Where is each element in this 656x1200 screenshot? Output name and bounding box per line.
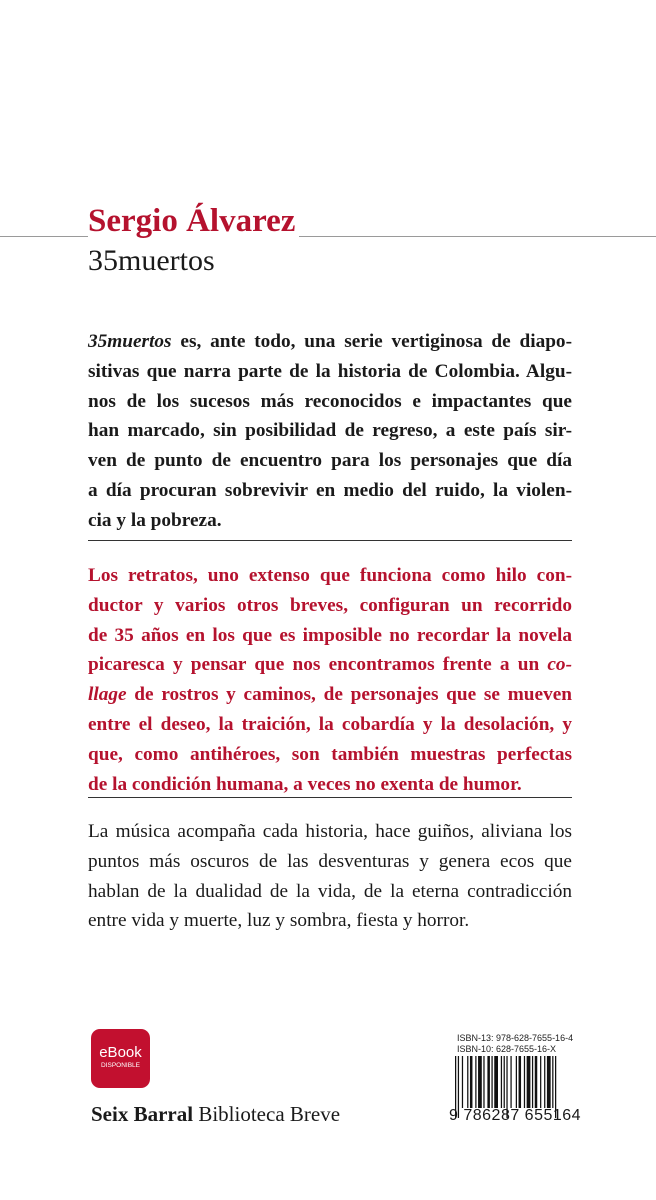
text-line [88, 591, 572, 621]
text-line [88, 906, 572, 936]
text-line [88, 476, 572, 506]
imprint [91, 1102, 340, 1127]
text-segment: entre vida y muerte, luz y sombra, fiesta y horror. [88, 910, 470, 932]
text-line [88, 387, 572, 417]
ebook-sub: DISPONIBLE [100, 1062, 140, 1069]
text-line [88, 680, 572, 710]
collection: Biblioteca Breve [198, 1102, 341, 1126]
barcode-bar [527, 1056, 531, 1108]
barcode-bar [470, 1056, 473, 1108]
author-name: Sergio Álvarez [88, 203, 299, 240]
text-line [88, 817, 572, 847]
ebook-badge [91, 1029, 150, 1088]
barcode-bar [483, 1056, 484, 1108]
italic-text: llage [88, 684, 127, 706]
text-segment: de la condición humana, a veces no exenta de humor. [88, 773, 522, 795]
text-segment: han marcado, sin posibilidad de regreso, a este país sir- [88, 420, 572, 442]
text-segment: sitivas que narra parte de la historia de Colombia. Algu- [88, 360, 572, 382]
text-segment: de 35 años en los que es imposible no recordar la novela [88, 624, 572, 646]
synopsis-paragraph [88, 327, 572, 536]
barcode-bar [491, 1056, 492, 1108]
publisher: Seix Barral [91, 1102, 194, 1126]
ebook-label: eBook [99, 1044, 142, 1061]
italic-text: co- [547, 654, 572, 676]
text-line [88, 770, 572, 800]
text-segment: cia y la pobreza. [88, 509, 222, 531]
barcode-bar [487, 1056, 490, 1108]
barcode-bar [467, 1056, 468, 1108]
text-line [88, 710, 572, 740]
barcode-digits: 9 786287 655164 [449, 1107, 582, 1124]
barcode-bar [519, 1056, 522, 1108]
barcode-bar [524, 1056, 525, 1108]
text-line [88, 357, 572, 387]
text-line [88, 847, 572, 877]
isbn-13: ISBN-13: 978-628-7655-16-4 [457, 1033, 574, 1043]
text-line [88, 650, 572, 680]
highlight-paragraph [88, 561, 572, 799]
barcode-bar [475, 1056, 476, 1108]
barcode-bar [516, 1056, 517, 1108]
isbn-10: ISBN-10: 628-7655-16-X [457, 1044, 557, 1054]
text-segment: entre el deseo, la traición, la cobardía y la desolación, y [88, 713, 572, 735]
isbn-block [457, 1033, 573, 1055]
text-segment: picaresca y pensar que nos encontramos frente a un [88, 654, 548, 676]
text-segment: ven de punto de encuentro para los personajes que día [88, 450, 572, 472]
barcode-bar [478, 1056, 482, 1108]
barcode-bar [544, 1056, 545, 1108]
barcode-bar [532, 1056, 533, 1108]
text-segment: La música acompaña cada historia, hace guiños, aliviana los [88, 821, 572, 842]
text-segment: a día procuran sobrevivir en medio del ruido, la violen- [88, 479, 572, 501]
text-line [88, 740, 572, 770]
text-line [88, 877, 572, 907]
divider [88, 797, 572, 798]
text-segment: nos de los sucesos más reconocidos e impactantes que [88, 390, 572, 412]
text-segment: que, como antihéroes, son también muestras perfectas [88, 743, 572, 765]
barcode-bar [540, 1056, 541, 1108]
text-segment: puntos más oscuros de las desventuras y genera ecos que [88, 850, 572, 872]
barcode-bar [462, 1056, 463, 1108]
text-line [88, 621, 572, 651]
closing-paragraph [88, 817, 572, 936]
text-line [88, 416, 572, 446]
barcode-bar [504, 1056, 505, 1108]
barcode-bar [535, 1056, 538, 1108]
barcode-bar [510, 1056, 511, 1108]
italic-text: 35muertos [88, 331, 172, 352]
text-segment: hablan de la dualidad de la vida, de la eterna contradicción [88, 880, 572, 902]
book-title: 35muertos [88, 244, 215, 277]
barcode-bar [552, 1056, 553, 1108]
divider [88, 540, 572, 541]
barcode-bar [494, 1056, 498, 1108]
text-segment: ductor y varios otros breves, configuran un recorrido [88, 594, 572, 616]
text-line [88, 506, 572, 536]
barcode-bar [501, 1056, 502, 1108]
text-line [88, 327, 572, 357]
barcode-bar [547, 1056, 551, 1108]
text-line [88, 446, 572, 476]
text-segment: Los retratos, uno extenso que funciona como hilo con- [88, 565, 572, 586]
text-segment: de rostros y caminos, de personajes que se mueven [126, 684, 572, 706]
text-line [88, 561, 572, 591]
text-segment: es, ante todo, una serie vertiginosa de diapo- [171, 331, 572, 352]
